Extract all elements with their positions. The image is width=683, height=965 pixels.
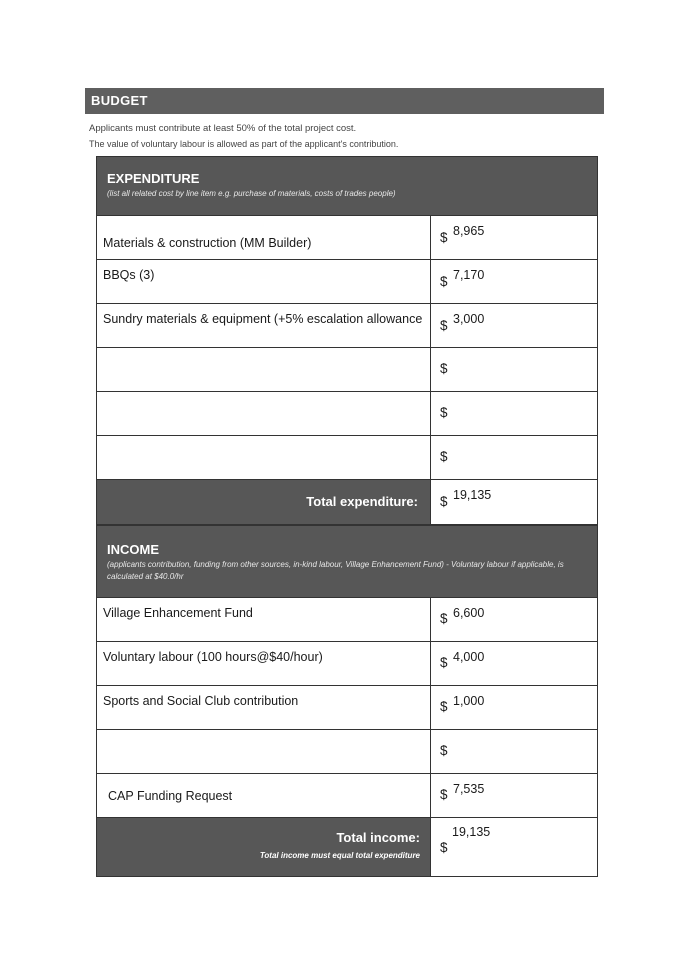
currency-symbol: $ [440, 318, 448, 333]
cap-funding-amount: 7,535 [453, 782, 485, 796]
expenditure-item[interactable]: Materials & construction (MM Builder) [97, 216, 431, 259]
income-item[interactable]: Sports and Social Club contribution [97, 686, 431, 729]
total-income-label: Total income: [336, 830, 420, 845]
expenditure-table [96, 156, 598, 525]
total-expenditure-amount: 19,135 [453, 488, 492, 502]
income-row [97, 642, 597, 686]
currency-symbol: $ [440, 743, 448, 758]
budget-title: BUDGET [85, 88, 604, 114]
currency-symbol: $ [440, 494, 448, 509]
income-amount-cell[interactable] [431, 730, 597, 773]
income-item[interactable]: Voluntary labour (100 hours@$40/hour) [97, 642, 431, 685]
expenditure-subtitle: (list all related cost by line item e.g. purchase of materials, costs of trades people) [107, 189, 396, 198]
expenditure-item[interactable] [97, 392, 431, 435]
expenditure-item[interactable]: BBQs (3) [97, 260, 431, 303]
expenditure-total-row [97, 480, 597, 524]
expenditure-item[interactable]: Sundry materials & equipment (+5% escalation allowance [97, 304, 431, 347]
total-income-cell[interactable] [431, 818, 597, 876]
total-income-amount: 19,135 [452, 825, 491, 839]
income-amount-cell[interactable] [431, 774, 597, 817]
expenditure-amount-cell[interactable] [431, 436, 597, 479]
income-row [97, 686, 597, 730]
income-title: INCOME [107, 542, 159, 557]
income-header [97, 526, 597, 598]
expenditure-amount: 8,965 [453, 224, 485, 238]
income-amount: 4,000 [453, 650, 485, 664]
income-amount-cell[interactable] [431, 642, 597, 685]
currency-symbol: $ [440, 230, 448, 245]
income-row [97, 598, 597, 642]
expenditure-row [97, 348, 597, 392]
expenditure-row [97, 216, 597, 260]
expenditure-row [97, 304, 597, 348]
income-row [97, 774, 597, 818]
expenditure-amount: 3,000 [453, 312, 485, 326]
expenditure-amount-cell[interactable] [431, 304, 597, 347]
currency-symbol: $ [440, 274, 448, 289]
income-item[interactable] [97, 730, 431, 773]
total-income-label-cell [97, 818, 431, 876]
income-amount-cell[interactable] [431, 598, 597, 641]
income-total-row [97, 818, 597, 876]
expenditure-amount-cell[interactable] [431, 260, 597, 303]
income-item[interactable]: Village Enhancement Fund [97, 598, 431, 641]
expenditure-amount-cell[interactable] [431, 216, 597, 259]
currency-symbol: $ [440, 840, 448, 855]
expenditure-item[interactable] [97, 436, 431, 479]
expenditure-amount-cell[interactable] [431, 392, 597, 435]
voluntary-labour-note: The value of voluntary labour is allowed as part of the applicant's contribution. [89, 139, 399, 149]
currency-symbol: $ [440, 655, 448, 670]
currency-symbol: $ [440, 611, 448, 626]
total-expenditure-label: Total expenditure: [97, 480, 431, 524]
total-income-note: Total income must equal total expenditure [259, 851, 420, 860]
currency-symbol: $ [440, 361, 448, 376]
currency-symbol: $ [440, 405, 448, 420]
expenditure-row [97, 392, 597, 436]
income-amount-cell[interactable] [431, 686, 597, 729]
expenditure-row [97, 260, 597, 304]
total-expenditure-cell[interactable] [431, 480, 597, 524]
currency-symbol: $ [440, 449, 448, 464]
expenditure-amount-cell[interactable] [431, 348, 597, 391]
expenditure-row [97, 436, 597, 480]
income-subtitle: (applicants contribution, funding from other sources, in-kind labour, Village Enhancement Fund) - Voluntary labour if applicable, is calculated at $40.0/hr [107, 560, 564, 581]
expenditure-header [97, 157, 597, 216]
income-amount: 1,000 [453, 694, 485, 708]
contribution-note: Applicants must contribute at least 50% of the total project cost. [89, 123, 357, 134]
income-table [96, 525, 598, 877]
cap-funding-request-label[interactable]: CAP Funding Request [97, 774, 431, 817]
expenditure-title: EXPENDITURE [107, 171, 200, 186]
expenditure-amount: 7,170 [453, 268, 485, 282]
currency-symbol: $ [440, 699, 448, 714]
currency-symbol: $ [440, 787, 448, 802]
expenditure-item[interactable] [97, 348, 431, 391]
income-row [97, 730, 597, 774]
income-amount: 6,600 [453, 606, 485, 620]
